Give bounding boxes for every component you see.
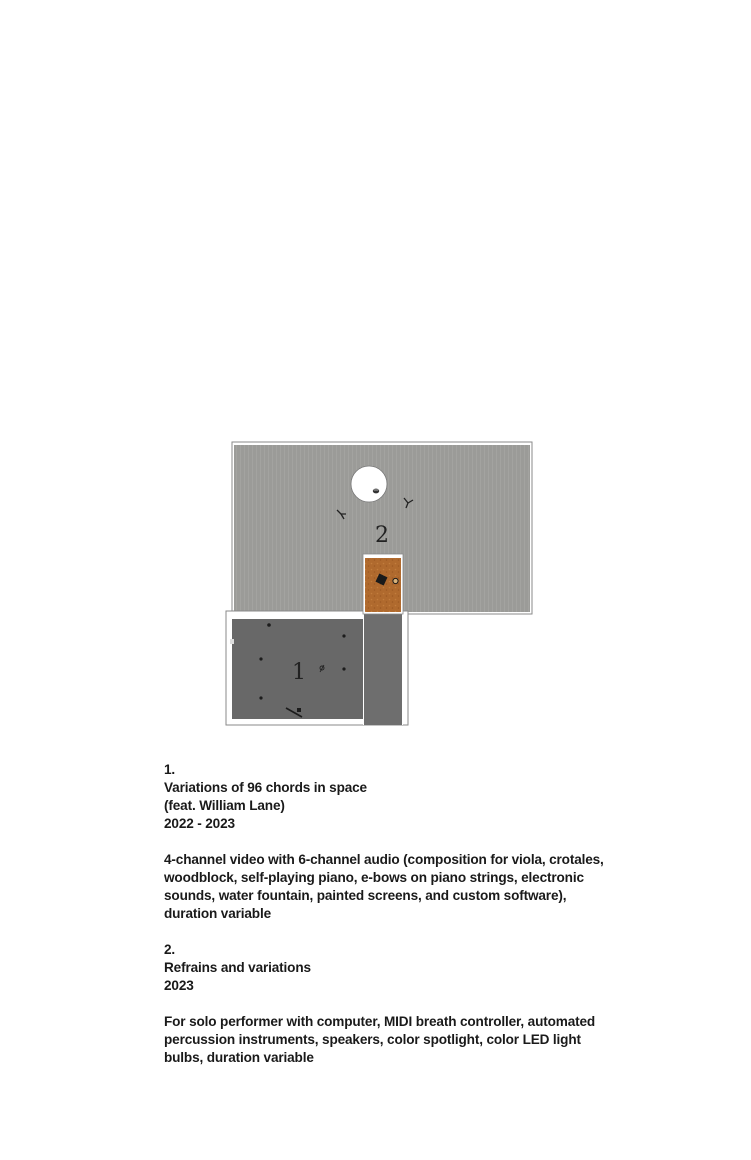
performer-icon [373, 489, 379, 494]
work-title: Refrains and variations [164, 960, 311, 975]
object-square [297, 708, 301, 712]
bell-icon [393, 578, 398, 583]
work-credit: (feat. William Lane) [164, 798, 285, 813]
room-2-number: 2 [375, 523, 389, 548]
floor-plan [220, 436, 540, 730]
wood-platform [363, 554, 403, 614]
room-1-number: 1 [292, 660, 306, 685]
work-2 [164, 941, 604, 1067]
work-number: 1. [164, 762, 176, 777]
work-years: 2023 [164, 978, 194, 993]
captions [164, 761, 604, 1067]
work-title: Variations of 96 chords in space [164, 780, 367, 795]
speaker-dot [342, 667, 345, 670]
speaker-dot [267, 623, 271, 627]
work-description: For solo performer with computer, MIDI breath controller, automated percussion instruments, speakers, color spotlight, color LED light bulbs, duration variable [164, 1014, 596, 1065]
speaker-dot [342, 634, 345, 637]
speaker-dot [259, 657, 262, 660]
work-years: 2022 - 2023 [164, 816, 235, 831]
work-1 [164, 761, 604, 923]
speaker-dot [259, 696, 262, 699]
work-number: 2. [164, 942, 176, 957]
round-table [351, 466, 387, 502]
work-description: 4-channel video with 6-channel audio (composition for viola, crotales, woodblock, self-playing piano, e-bows on piano strings, electronic sounds, water fountain, painted screens, and custom software), duration variable [164, 852, 604, 921]
